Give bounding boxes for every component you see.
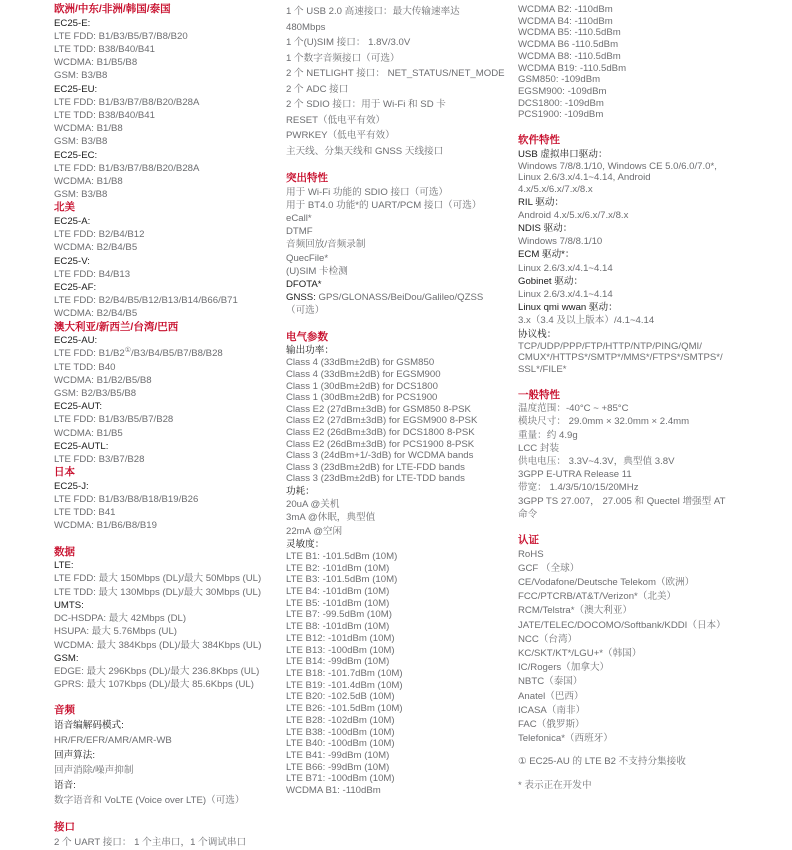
group-label: ECM 驱动*： xyxy=(518,249,575,261)
general-line: 3GPP E-UTRA Release 11 xyxy=(518,469,632,481)
sensitivity-line: WCDMA B4: -110dBm xyxy=(518,15,613,27)
sensitivity-line: LTE B41: -99dBm (10M) xyxy=(286,749,390,761)
software-line: 4.x/5.x/6.x/7.x/8.x xyxy=(518,184,593,196)
band-line: LTE FDD: B3/B7/B28 xyxy=(54,454,145,466)
software-line: Linux 2.6/3.x/4.1~4.14 xyxy=(518,289,613,301)
sensitivity-line: WCDMA B1: -110dBm xyxy=(286,785,381,797)
sensitivity-line: LTE B18: -101.7dBm (10M) xyxy=(286,668,403,679)
sensitivity-line: LTE B19: -101.4dBm (10M) xyxy=(286,679,403,691)
region-heading-australia: 澳大利亚/新西兰/台湾/巴西 xyxy=(54,320,179,333)
cert-line: RCM/Telstra*（澳大利亚） xyxy=(518,605,633,617)
spec-line: 回声消除/噪声抑制 xyxy=(54,764,134,776)
band-line: GSM: B3/B8 xyxy=(54,136,108,148)
spec-line: 主天线、分集天线和 GNSS 天线接口 xyxy=(286,145,444,157)
spec-line: HR/FR/EFR/AMR/AMR-WB xyxy=(54,734,172,746)
spec-line: 2 个 SDIO 接口：用于 Wi-Fi 和 SD 卡 xyxy=(286,99,446,110)
spec-line: 1 个 USB 2.0 高速接口：最大传输速率达 xyxy=(286,6,460,17)
column-right xyxy=(518,4,778,794)
sensitivity-line: GSM850: -109dBm xyxy=(518,74,601,86)
band-line: WCDMA: B2/B4/B5 xyxy=(54,242,138,254)
feature-line: 音频回放/音频录制 xyxy=(286,239,366,251)
sensitivity-line: LTE B40: -100dBm (10M) xyxy=(286,738,395,750)
spec-line: 2 个 NETLIGHT 接口： NET_STATUS/NET_MODE xyxy=(286,68,505,79)
general-line: 命令 xyxy=(518,508,538,520)
footnote-b2-diversity: ① EC25-AU 的 LTE B2 不支持分集接收 xyxy=(518,756,686,768)
sensitivity-line: LTE B26: -101.5dBm (10M) xyxy=(286,703,403,715)
sensitivity-line: LTE B71: -100dBm (10M) xyxy=(286,773,395,785)
group-label: 语音编解码模式: xyxy=(54,719,124,731)
feature-line-gnss xyxy=(286,291,501,317)
band-line: WCDMA: B1/B8 xyxy=(54,176,123,188)
power-line: Class 3 (23dBm±2dB) for LTE-FDD bands xyxy=(286,461,465,473)
band-line: LTE FDD: B1/B3/B8/B18/B19/B26 xyxy=(54,494,199,506)
band-line: GSM: B3/B8 xyxy=(54,70,108,82)
band-line: GSM: B2/B3/B5/B8 xyxy=(54,388,137,400)
section-heading-certification: 认证 xyxy=(518,534,539,547)
cert-line: KC/SKT/KT*/LGU+*（韩国） xyxy=(518,648,642,660)
sensitivity-line: DCS1800: -109dBm xyxy=(518,97,604,109)
model-name: EC25-AUTL: xyxy=(54,440,109,452)
band-line xyxy=(54,347,280,360)
software-line: SSL*/FILE* xyxy=(518,364,567,376)
spec-line: LTE FDD: 最大 150Mbps (DL)/最大 50Mbps (UL) xyxy=(54,573,262,585)
spec-line: WCDMA: 最大 384Kbps (DL)/最大 384Kbps (UL) xyxy=(54,639,262,651)
power-line: Class E2 (26dBm±3dB) for DCS1800 8-PSK xyxy=(286,426,475,438)
band-line: WCDMA: B1/B5 xyxy=(54,427,123,439)
group-label: 回声算法: xyxy=(54,749,96,761)
region-heading-japan: 日本 xyxy=(54,466,75,479)
spec-line: PWRKEY（低电平有效） xyxy=(286,130,395,141)
group-label: 灵敏度： xyxy=(286,538,325,550)
sensitivity-line: LTE B5: -101dBm (10M) xyxy=(286,597,390,609)
model-name: EC25-J: xyxy=(54,480,89,492)
spec-line: RESET（低电平有效） xyxy=(286,114,386,126)
cert-line: FCC/PTCRB/AT&T/Verizon*（北美） xyxy=(518,591,677,603)
model-name: EC25-AUT: xyxy=(54,401,102,413)
consumption-line: 3mA @休眠，典型值 xyxy=(286,512,376,524)
sensitivity-line: LTE B28: -102dBm (10M) xyxy=(286,714,395,726)
band-line: LTE FDD: B1/B3/B5/B7/B28 xyxy=(54,414,174,426)
sensitivity-line: LTE B12: -101dBm (10M) xyxy=(286,632,395,644)
model-name: EC25-A: xyxy=(54,216,91,228)
software-line: Windows 7/8/8.1/10, Windows CE 5.0/6.0/7.0*, xyxy=(518,160,717,172)
model-name: EC25-V: xyxy=(54,255,90,267)
sensitivity-line: WCDMA B8: -110.5dBm xyxy=(518,50,621,62)
band-line: GSM: B3/B8 xyxy=(54,189,108,201)
power-line: Class E2 (26dBm±3dB) for PCS1900 8-PSK xyxy=(286,438,475,450)
sensitivity-line: LTE B1: -101.5dBm (10M) xyxy=(286,550,398,562)
sensitivity-line: LTE B8: -101dBm (10M) xyxy=(286,621,390,633)
power-line: Class 1 (30dBm±2dB) for PCS1900 xyxy=(286,392,438,404)
group-label: 输出功率： xyxy=(286,345,334,357)
general-line: 供电电压： 3.3V~4.3V，典型值 3.8V xyxy=(518,456,675,468)
sensitivity-line: LTE B7: -99.5dBm (10M) xyxy=(286,609,392,621)
power-line: Class 3 (23dBm±2dB) for LTE-TDD bands xyxy=(286,473,465,485)
band-line: WCDMA: B2/B4/B5 xyxy=(54,308,138,320)
group-label: UMTS: xyxy=(54,599,84,611)
section-heading-software: 软件特性 xyxy=(518,134,560,147)
band-line: LTE FDD: B2/B4/B12 xyxy=(54,229,145,241)
consumption-line: 22mA @空闲 xyxy=(286,525,343,537)
spec-line: 480Mbps xyxy=(286,21,326,33)
band-text: /B3/B4/B5/B7/B8/B28 xyxy=(131,348,223,360)
cert-line: RoHS xyxy=(518,548,544,560)
power-line: Class 3 (24dBm+1/-3dB) for WCDMA bands xyxy=(286,450,474,462)
band-line: LTE TDD: B38/B40/B41 xyxy=(54,110,155,122)
band-line: LTE FDD: B1/B3/B7/B8/B20/B28A xyxy=(54,96,200,108)
region-heading-europe: 欧洲/中东/非洲/韩国/泰国 xyxy=(54,3,171,15)
column-left xyxy=(54,3,280,850)
feature-line: eCall* xyxy=(286,213,312,224)
general-line: 重量：约 4.9g xyxy=(518,429,578,441)
spec-line: LTE TDD: 最大 130Mbps (DL)/最大 30Mbps (UL) xyxy=(54,586,262,598)
cert-line: Telefonica*（西班牙） xyxy=(518,733,613,745)
sensitivity-line: LTE B2: -101dBm (10M) xyxy=(286,562,390,574)
section-heading-data: 数据 xyxy=(54,545,75,558)
group-label: Linux qmi wwan 驱动： xyxy=(518,302,618,314)
cert-line: GCF （全球） xyxy=(518,562,580,574)
section-heading-interface: 接口 xyxy=(54,820,75,833)
spec-line: HSUPA: 最大 5.76Mbps (UL) xyxy=(54,626,177,638)
sensitivity-line: LTE B4: -101dBm (10M) xyxy=(286,586,390,598)
gnss-label: GNSS: xyxy=(286,292,316,304)
group-label: 协议栈： xyxy=(518,328,557,340)
software-line: Android 4.x/5.x/6.x/7.x/8.x xyxy=(518,209,629,221)
consumption-line: 20uA @关机 xyxy=(286,499,340,511)
band-line: LTE FDD: B4/B13 xyxy=(54,268,131,280)
band-line: LTE TDD: B41 xyxy=(54,507,116,519)
general-line: LCC 封装 xyxy=(518,442,560,454)
footnote-in-development: * 表示正在开发中 xyxy=(518,780,592,792)
section-heading-audio: 音频 xyxy=(54,704,75,717)
feature-line: (U)SIM 卡检测 xyxy=(286,265,348,277)
sensitivity-line: WCDMA B6 -110.5dBm xyxy=(518,39,619,51)
band-text: LTE FDD: B1/B2 xyxy=(54,348,125,360)
group-label: Gobinet 驱动： xyxy=(518,275,584,287)
feature-line: 用于 Wi-Fi 功能的 SDIO 接口（可选） xyxy=(286,186,449,198)
section-heading-general: 一般特性 xyxy=(518,388,560,401)
model-name: EC25-AU: xyxy=(54,335,98,347)
feature-line: QuecFile* xyxy=(286,252,329,264)
model-name: EC25-EC: xyxy=(54,149,98,161)
software-line: TCP/UDP/PPP/FTP/HTTP/NTP/PING/QMI/ xyxy=(518,340,702,352)
group-label: NDIS 驱动： xyxy=(518,223,573,235)
feature-line: DTMF xyxy=(286,226,313,238)
cert-line: NCC（台湾） xyxy=(518,633,578,645)
general-line: 3GPP TS 27.007， 27.005 和 Quectel 增强型 AT xyxy=(518,495,726,507)
section-heading-features: 突出特性 xyxy=(286,172,328,184)
feature-line-dfota: DFOTA* xyxy=(286,279,322,291)
sensitivity-line: WCDMA B5: -110.5dBm xyxy=(518,27,621,39)
gnss-value: GPS/GLONASS/BeiDou/Galileo/QZSS（可选） xyxy=(286,292,484,317)
band-line: WCDMA: B1/B2/B5/B8 xyxy=(54,374,152,386)
spec-line: EDGE: 最大 296Kbps (DL)/最大 236.8Kbps (UL) xyxy=(54,665,260,677)
spec-line: 2 个 ADC 接口 xyxy=(286,83,349,95)
spec-line: 1 个数字音频接口（可选） xyxy=(286,52,400,64)
spec-line: 1 个(U)SIM 接口： 1.8V/3.0V xyxy=(286,37,411,48)
feature-line: 用于 BT4.0 功能*的 UART/PCM 接口（可选） xyxy=(286,199,482,211)
power-line: Class 1 (30dBm±2dB) for DCS1800 xyxy=(286,380,438,392)
sensitivity-line: LTE B66: -99dBm (10M) xyxy=(286,761,390,773)
software-line: Windows 7/8/8.1/10 xyxy=(518,236,603,248)
group-label: 语音: xyxy=(54,779,76,791)
group-label: LTE: xyxy=(54,560,74,572)
model-name: EC25-E: xyxy=(54,17,91,29)
group-label: USB 虚拟串口驱动： xyxy=(518,148,608,160)
power-line: Class 4 (33dBm±2dB) for GSM850 xyxy=(286,357,435,369)
band-line: LTE FDD: B2/B4/B5/B12/B13/B14/B66/B71 xyxy=(54,295,238,307)
band-line: LTE TDD: B38/B40/B41 xyxy=(54,44,155,55)
spec-line: 2 个 UART 接口： 1 个主串口，1 个调试串口 xyxy=(54,836,247,848)
model-name: EC25-EU: xyxy=(54,83,98,95)
spec-line: DC-HSDPA: 最大 42Mbps (DL) xyxy=(54,613,187,625)
sensitivity-line: EGSM900: -109dBm xyxy=(518,85,607,97)
general-line: 温度范围：-40°C ~ +85°C xyxy=(518,403,629,415)
cert-line: NBTC（泰国） xyxy=(518,676,583,688)
cert-line: IC/Rogers（加拿大） xyxy=(518,662,610,674)
cert-line: CE/Vodafone/Deutsche Telekom（欧洲） xyxy=(518,577,695,589)
cert-line: JATE/TELEC/DOCOMO/Softbank/KDDI（日本） xyxy=(518,619,726,631)
software-line: 3.x（3.4 及以上版本）/4.1~4.14 xyxy=(518,315,655,327)
power-line: Class E2 (27dBm±3dB) for EGSM900 8-PSK xyxy=(286,415,478,427)
cert-line: Anatel（巴西） xyxy=(518,690,584,702)
sensitivity-line: WCDMA B2: -110dBm xyxy=(518,4,613,15)
section-heading-electrical: 电气参数 xyxy=(286,330,328,343)
software-line: Linux 2.6/3.x/4.1~4.14, Android xyxy=(518,172,651,184)
power-line: Class 4 (33dBm±2dB) for EGSM900 xyxy=(286,369,441,381)
band-line: WCDMA: B1/B6/B8/B19 xyxy=(54,520,157,532)
cert-line: FAC（俄罗斯） xyxy=(518,719,585,731)
model-name: EC25-AF: xyxy=(54,282,97,294)
group-label: 功耗： xyxy=(286,485,315,497)
band-line: LTE TDD: B40 xyxy=(54,361,116,373)
software-line: Linux 2.6/3.x/4.1~4.14 xyxy=(518,262,613,274)
sensitivity-line: LTE B38: -100dBm (10M) xyxy=(286,726,395,738)
band-line: WCDMA: B1/B5/B8 xyxy=(54,57,138,69)
spec-line: GPRS: 最大 107Kbps (DL)/最大 85.6Kbps (UL) xyxy=(54,679,254,691)
group-label: RIL 驱动： xyxy=(518,196,565,208)
general-line: 模块尺寸： 29.0mm × 32.0mm × 2.4mm xyxy=(518,416,690,428)
band-line: WCDMA: B1/B8 xyxy=(54,123,123,135)
general-line: 带宽： 1.4/3/5/10/15/20MHz xyxy=(518,482,639,494)
cert-line: ICASA（南非） xyxy=(518,704,586,716)
sensitivity-line: LTE B14: -99dBm (10M) xyxy=(286,656,390,668)
spec-line: 数字语音和 VoLTE (Voice over LTE)（可选） xyxy=(54,794,245,806)
sensitivity-line: PCS1900: -109dBm xyxy=(518,109,604,121)
band-line: LTE FDD: B1/B3/B5/B7/B8/B20 xyxy=(54,30,188,42)
power-line: Class E2 (27dBm±3dB) for GSM850 8-PSK xyxy=(286,403,471,415)
software-line: CMUX*/HTTPS*/SMTP*/MMS*/FTPS*/SMTPS*/ xyxy=(518,352,723,364)
band-line: LTE FDD: B1/B3/B7/B8/B20/B28A xyxy=(54,162,200,174)
sensitivity-line: LTE B13: -100dBm (10M) xyxy=(286,644,395,656)
footnote-marker: ① xyxy=(124,347,132,355)
group-label: GSM: xyxy=(54,652,79,664)
region-heading-north-america: 北美 xyxy=(54,201,75,214)
sensitivity-line: LTE B3: -101.5dBm (10M) xyxy=(286,574,398,586)
sensitivity-line: WCDMA B19: -110.5dBm xyxy=(518,62,627,74)
sensitivity-line: LTE B20: -102.5dB (10M) xyxy=(286,691,395,703)
column-middle xyxy=(286,4,512,797)
